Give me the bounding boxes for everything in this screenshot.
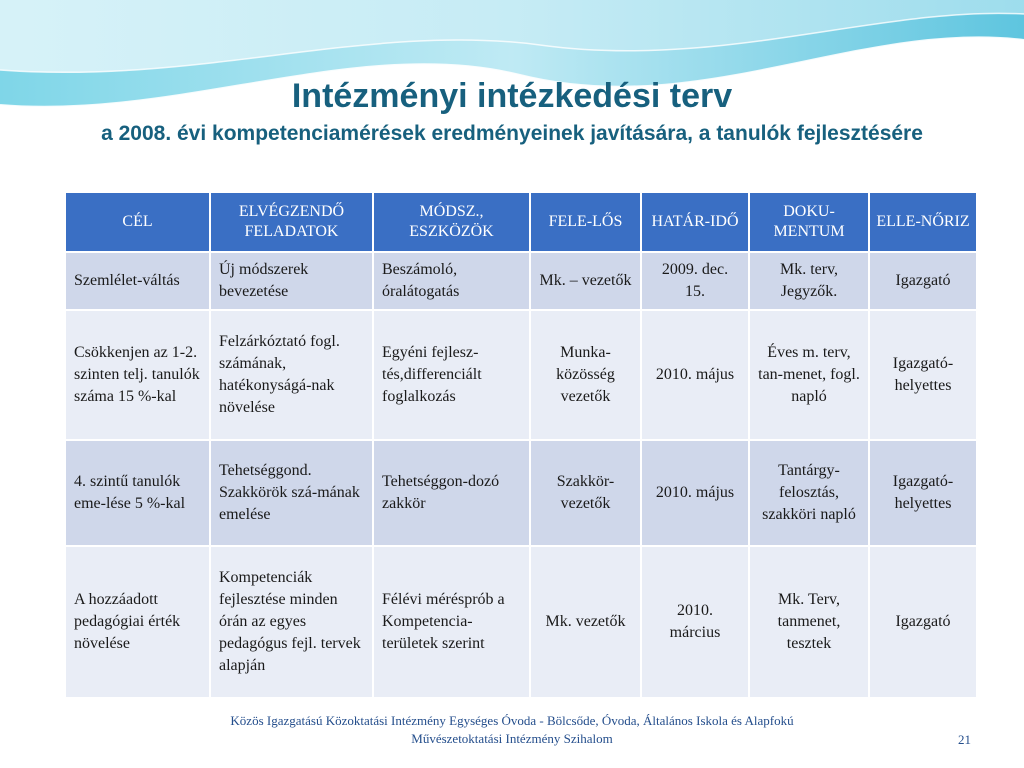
cell-modszerek: Egyéni fejlesz-tés,differenciált foglalkozás bbox=[373, 310, 530, 440]
cell-modszerek: Beszámoló, óralátogatás bbox=[373, 252, 530, 310]
cell-hatarido: 2010. május bbox=[641, 310, 749, 440]
header-modszerek: MÓDSZ., ESZKÖZÖK bbox=[373, 192, 530, 252]
cell-felelos: Mk. – vezetők bbox=[530, 252, 641, 310]
header-ellenoriz: ELLE-NŐRIZ bbox=[869, 192, 977, 252]
action-plan-table bbox=[64, 191, 978, 699]
cell-ellenoriz: Igazgató bbox=[869, 546, 977, 698]
table-row bbox=[65, 252, 977, 310]
footer-line-2: Művészetoktatási Intézmény Szihalom bbox=[411, 731, 613, 746]
page-number: 21 bbox=[958, 732, 971, 747]
cell-feladatok: Új módszerek bevezetése bbox=[210, 252, 373, 310]
cell-modszerek: Félévi mérésprób a Kompetencia-területek szerint bbox=[373, 546, 530, 698]
footer-line-1: Közös Igazgatású Közoktatási Intézmény Egységes Óvoda - Bölcsőde, Óvoda, Általános Iskola és Alapfokú bbox=[230, 713, 794, 728]
cell-ellenoriz: Igazgató-helyettes bbox=[869, 310, 977, 440]
title-block bbox=[0, 74, 1024, 148]
cell-felelos: Munka-közösség vezetők bbox=[530, 310, 641, 440]
cell-hatarido: 2009. dec. 15. bbox=[641, 252, 749, 310]
cell-dokumentum: Mk. Terv, tanmenet, tesztek bbox=[749, 546, 869, 698]
cell-dokumentum: Tantárgy-felosztás, szakköri napló bbox=[749, 440, 869, 546]
footer bbox=[0, 712, 1024, 748]
cell-cel: A hozzáadott pedagógiai érték növelése bbox=[65, 546, 210, 698]
table-row bbox=[65, 310, 977, 440]
cell-cel: Csökkenjen az 1-2. szinten telj. tanulók száma 15 %-kal bbox=[65, 310, 210, 440]
table-row bbox=[65, 440, 977, 546]
cell-feladatok: Kompetenciák fejlesztése minden órán az egyes pedagógus fejl. tervek alapján bbox=[210, 546, 373, 698]
cell-dokumentum: Mk. terv, Jegyzők. bbox=[749, 252, 869, 310]
cell-ellenoriz: Igazgató bbox=[869, 252, 977, 310]
table-header-row bbox=[65, 192, 977, 252]
cell-modszerek: Tehetséggon-dozó zakkör bbox=[373, 440, 530, 546]
cell-cel: Szemlélet-váltás bbox=[65, 252, 210, 310]
cell-cel: 4. szintű tanulók eme-lése 5 %-kal bbox=[65, 440, 210, 546]
cell-felelos: Mk. vezetők bbox=[530, 546, 641, 698]
table-row bbox=[65, 546, 977, 698]
header-dokumentum: DOKU-MENTUM bbox=[749, 192, 869, 252]
cell-hatarido: 2010. március bbox=[641, 546, 749, 698]
header-felelos: FELE-LŐS bbox=[530, 192, 641, 252]
cell-feladatok: Felzárkóztató fogl. számának, hatékonyságá-nak növelése bbox=[210, 310, 373, 440]
cell-feladatok: Tehetséggond. Szakkörök szá-mának emelése bbox=[210, 440, 373, 546]
cell-felelos: Szakkör-vezetők bbox=[530, 440, 641, 546]
header-hatarido: HATÁR-IDŐ bbox=[641, 192, 749, 252]
header-feladatok: ELVÉGZENDŐ FELADATOK bbox=[210, 192, 373, 252]
cell-hatarido: 2010. május bbox=[641, 440, 749, 546]
header-cel: CÉL bbox=[65, 192, 210, 252]
slide-title: Intézményi intézkedési terv bbox=[291, 77, 733, 115]
cell-ellenoriz: Igazgató-helyettes bbox=[869, 440, 977, 546]
slide-subtitle: a 2008. évi kompetenciamérések eredményeinek javítására, a tanulók fejlesztésére bbox=[101, 122, 923, 145]
cell-dokumentum: Éves m. terv, tan-menet, fogl. napló bbox=[749, 310, 869, 440]
